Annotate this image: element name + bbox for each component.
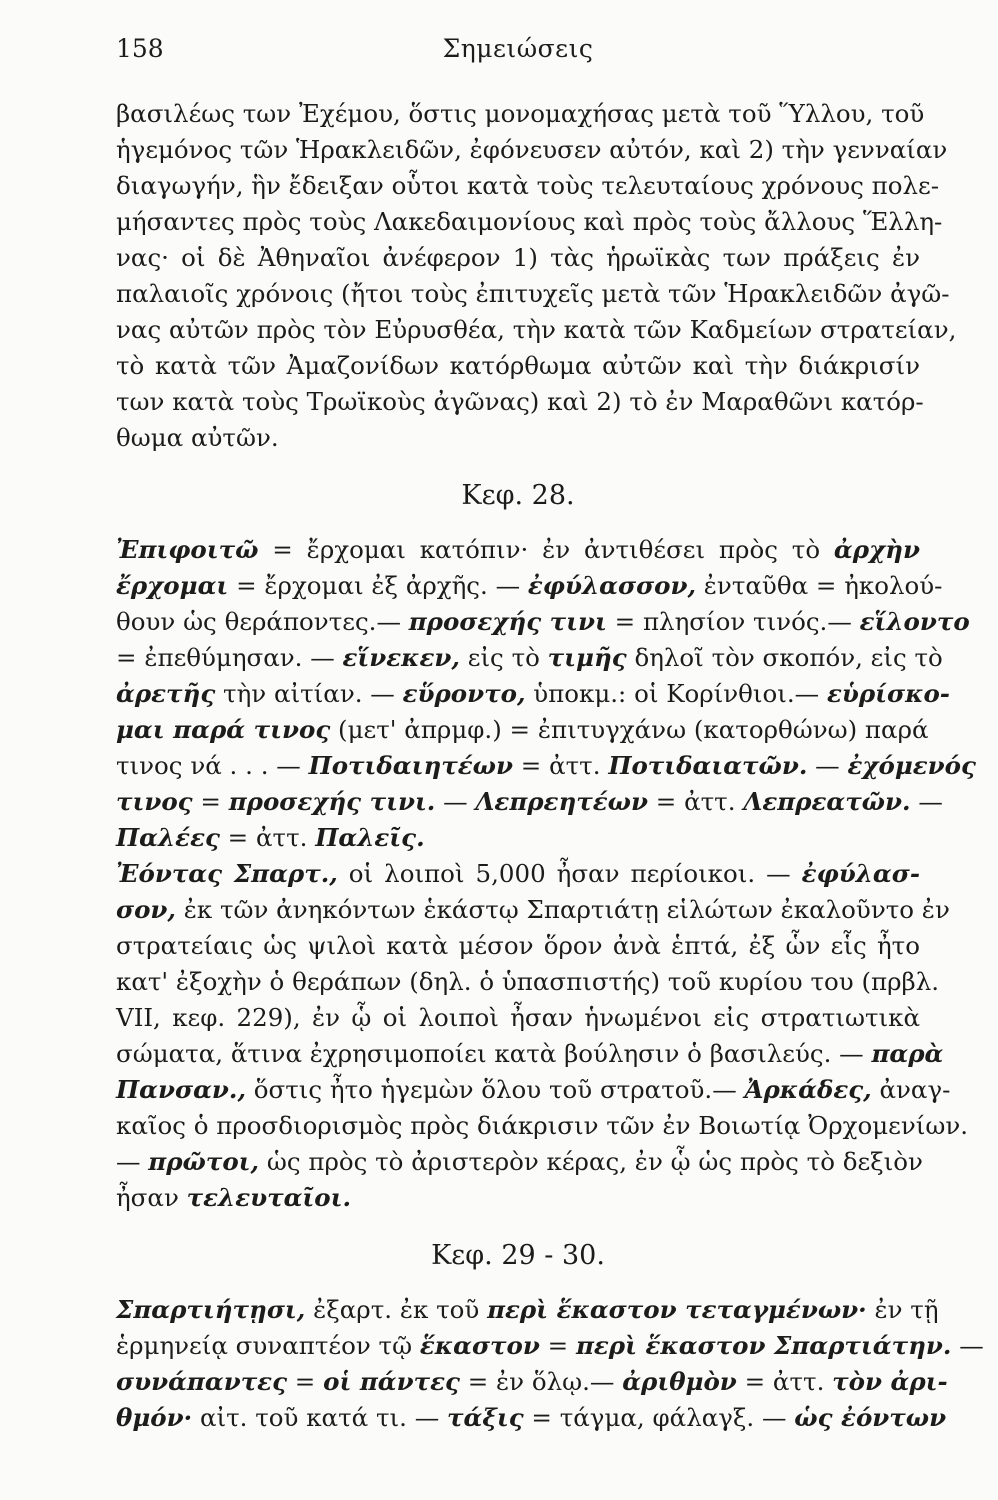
- text-line: [116, 384, 924, 420]
- paragraph-notes-29-30: [116, 1292, 984, 1436]
- text-run: —: [116, 1147, 149, 1176]
- lemma-bold: Ἐπιφοιτῶ: [116, 535, 259, 564]
- text-run: =: [287, 1367, 324, 1396]
- lemma-bold: Πανσαν.,: [116, 1075, 246, 1104]
- text-line: [116, 820, 920, 856]
- text-line: [116, 204, 943, 240]
- paragraph-notes-28b: [116, 856, 968, 1216]
- text-line: [116, 132, 948, 168]
- text-run: νας· οἱ δὲ Ἀθηναῖοι ἀνέφερον 1) τὰς ἡρωϊκὰς των πράξεις ἐν: [116, 243, 920, 272]
- running-title: Σημειώσεις: [442, 34, 594, 63]
- lemma-bold: ἀρχὴν: [833, 535, 920, 564]
- lemma-bold: Ἐόντας Σπαρτ.,: [116, 859, 338, 888]
- lemma-bold: εὑρίσκο-: [826, 679, 950, 708]
- text-line: [116, 276, 950, 312]
- lemma-bold: Ποτιδαιητέων: [308, 751, 513, 780]
- text-line: [116, 604, 970, 640]
- lemma-bold: τινος: [116, 787, 193, 816]
- text-line: [116, 784, 943, 820]
- lemma-bold: Σπαρτιήτῃσι,: [116, 1295, 306, 1324]
- text-run: στρατείαις ὡς ψιλοὶ κατὰ μέσον ὅρον ἀνὰ ἑπτά, ἐξ ὧν εἷς ἦτο: [116, 931, 920, 960]
- text-line: [116, 1364, 948, 1400]
- text-run: = ἐπεθύμησαν. —: [116, 643, 343, 672]
- text-run: βασιλέως των Ἐχέμου, ὅστις μονομαχήσας μετὰ τοῦ Ὕλλου, τοῦ: [116, 99, 925, 128]
- text-line: [116, 312, 957, 348]
- lemma-bold: σον,: [116, 895, 176, 924]
- text-run: θωμα αὐτῶν.: [116, 423, 279, 452]
- lemma-bold: πρῶτοι,: [148, 1147, 260, 1176]
- text-run: αἰτ. τοῦ κατά τι. —: [192, 1403, 447, 1432]
- text-run: εἰς τὸ: [459, 643, 548, 672]
- lemma-bold: περὶ ἕκαστον τεταγμένων·: [487, 1295, 867, 1324]
- text-run: σώματα, ἅτινα ἐχρησιμοποίει κατὰ βούλησιν ὁ βασιλεύς. —: [116, 1039, 872, 1068]
- text-line: [116, 676, 950, 712]
- text-run: ἦσαν: [116, 1183, 187, 1212]
- text-run: ὑποκμ.: οἱ Κορίνθιοι.—: [525, 679, 827, 708]
- text-run: οἱ λοιποὶ 5,000 ἦσαν περίοικοι. —: [337, 859, 802, 888]
- text-run: (μετ' ἀπρμφ.) = ἐπιτυγχάνω (κατορθώνω) παρά: [330, 715, 929, 744]
- text-line: [116, 532, 920, 568]
- lemma-bold: εἵλοντο: [859, 607, 970, 636]
- page-number: 158: [116, 34, 164, 63]
- text-run: ἐξαρτ. ἐκ τοῦ: [305, 1295, 488, 1324]
- lemma-bold: παρὰ: [871, 1039, 944, 1068]
- text-run: ἀναγ-: [871, 1075, 951, 1104]
- text-run: ὅστις ἦτο ἡγεμὼν ὅλου τοῦ στρατοῦ.—: [245, 1075, 745, 1104]
- lemma-bold: ὡς ἐόντων: [794, 1403, 947, 1432]
- lemma-bold: ἐχόμενός: [847, 751, 976, 780]
- lemma-bold: ἀριθμὸν: [622, 1367, 737, 1396]
- text-run: = τάγμα, φάλαγξ. —: [523, 1403, 795, 1432]
- text-run: —: [435, 787, 476, 816]
- text-run: = πλησίον τινός.—: [606, 607, 860, 636]
- page-header: [116, 34, 920, 74]
- lemma-bold: εἵνεκεν,: [342, 643, 460, 672]
- text-run: = ἀττ.: [219, 823, 316, 852]
- text-run: = ἀττ.: [647, 787, 744, 816]
- lemma-bold: εὕροντο,: [402, 679, 526, 708]
- lemma-bold: συνάπαντες: [116, 1367, 287, 1396]
- lemma-bold: προσεχής τινι.: [228, 787, 436, 816]
- text-run: —: [910, 787, 943, 816]
- text-line: [116, 240, 920, 276]
- text-run: ἐνταῦθα = ἠκολού-: [696, 571, 943, 600]
- text-line: [116, 712, 929, 748]
- text-run: ἡγεμόνος τῶν Ἡρακλειδῶν, ἐφόνευσεν αὐτόν, καὶ 2) τὴν γενναίαν: [116, 135, 948, 164]
- text-line: [116, 168, 939, 204]
- text-run: = ἐν ὅλῳ.—: [459, 1367, 623, 1396]
- paragraph-continuation: [116, 96, 957, 456]
- page-body: [116, 96, 984, 1436]
- text-line: [116, 856, 920, 892]
- text-run: δηλοῖ τὸν σκοπόν, εἰς τὸ: [626, 643, 943, 672]
- text-line: [116, 1072, 951, 1108]
- text-line: [116, 1292, 939, 1328]
- lemma-bold: τάξις: [446, 1403, 524, 1432]
- text-run: καῖος ὁ προσδιορισμὸς πρὸς διάκρισιν τῶν ἐν Βοιωτίᾳ Ὀρχομενίων.: [116, 1111, 968, 1140]
- text-line: [116, 748, 976, 784]
- text-run: κατ' ἐξοχὴν ὁ θεράπων (δηλ. ὁ ὑπασπιστής) τοῦ κυρίου του (πρβλ.: [116, 967, 940, 996]
- text-line: [116, 420, 920, 456]
- text-line: [116, 1108, 968, 1144]
- text-run: τινος νά . . . —: [116, 751, 309, 780]
- lemma-bold: τιμῆς: [547, 643, 627, 672]
- lemma-bold: τὸν ἀρι-: [832, 1367, 948, 1396]
- text-run: ἐκ τῶν ἀνηκόντων ἑκάστῳ Σπαρτιάτῃ εἱλώτων ἐκαλοῦντο ἐν: [175, 895, 950, 924]
- lemma-bold: Παλεῖς.: [315, 823, 425, 852]
- text-line: [116, 1180, 920, 1216]
- text-line: [116, 1036, 944, 1072]
- lemma-bold: ἔρχομαι: [116, 571, 229, 600]
- text-line: [116, 892, 950, 928]
- lemma-bold: οἱ πάντες: [323, 1367, 460, 1396]
- text-line: [116, 964, 940, 1000]
- lemma-bold: Λεπρεητέων: [475, 787, 648, 816]
- text-line: [116, 568, 943, 604]
- lemma-bold: μαι παρά τινος: [116, 715, 331, 744]
- chapter-heading-29-30: Κεφ. 29 - 30.: [431, 1240, 605, 1271]
- lemma-bold: Ἀρκάδες,: [744, 1075, 872, 1104]
- text-line: [116, 1000, 920, 1036]
- text-run: ἑρμηνείᾳ συναπτέον τῷ: [116, 1331, 420, 1360]
- text-run: = ἀττ.: [512, 751, 609, 780]
- text-run: ἐν τῇ: [866, 1295, 939, 1324]
- text-run: VII, κεφ. 229), ἐν ᾧ οἱ λοιποὶ ἦσαν ἡνωμένοι εἰς στρατιωτικὰ: [116, 1003, 920, 1032]
- text-run: = ἔρχομαι κατόπιν· ἐν ἀντιθέσει πρὸς τὸ: [258, 535, 834, 564]
- lemma-bold: τελευταῖοι.: [186, 1183, 352, 1212]
- text-run: νας αὐτῶν πρὸς τὸν Εὐρυσθέα, τὴν κατὰ τῶν Καδμείων στρατείαν,: [116, 315, 957, 344]
- lemma-bold: ἕκαστον: [419, 1331, 540, 1360]
- text-run: = ἀττ.: [736, 1367, 833, 1396]
- chapter-heading-28: Κεφ. 28.: [461, 480, 575, 511]
- lemma-bold: ἐφύλασ-: [801, 859, 920, 888]
- lemma-bold: ἀρετῆς: [116, 679, 216, 708]
- text-run: τὸ κατὰ τῶν Ἀμαζονίδων κατόρθωμα αὐτῶν καὶ τὴν διάκρισίν: [116, 351, 920, 380]
- text-run: =: [539, 1331, 576, 1360]
- lemma-bold: Ποτιδαιατῶν.: [608, 751, 808, 780]
- text-run: διαγωγήν, ἣν ἔδειξαν οὗτοι κατὰ τοὺς τελευταίους χρόνους πολε-: [116, 171, 939, 200]
- paragraph-notes-28a: [116, 532, 976, 856]
- text-run: μήσαντες πρὸς τοὺς Λακεδαιμονίους καὶ πρὸς τοὺς ἄλλους Ἕλλη-: [116, 207, 943, 236]
- text-line: [116, 96, 925, 132]
- lemma-bold: περὶ ἕκαστον Σπαρτιάτην.: [575, 1331, 952, 1360]
- text-run: =: [192, 787, 229, 816]
- lemma-bold: Λεπρεατῶν.: [743, 787, 911, 816]
- text-run: παλαιοῖς χρόνοις (ἤτοι τοὺς ἐπιτυχεῖς μετὰ τῶν Ἡρακλειδῶν ἀγῶ-: [116, 279, 950, 308]
- text-line: [116, 928, 920, 964]
- lemma-bold: ἐφύλασσον,: [527, 571, 696, 600]
- text-run: ὡς πρὸς τὸ ἀριστερὸν κέρας, ἐν ᾧ ὡς πρὸς τὸ δεξιὸν: [259, 1147, 923, 1176]
- text-run: —: [951, 1331, 984, 1360]
- text-line: [116, 1400, 947, 1436]
- text-run: = ἔρχομαι ἐξ ἀρχῆς. —: [228, 571, 528, 600]
- text-run: τὴν αἰτίαν. —: [215, 679, 403, 708]
- lemma-bold: Παλέες: [116, 823, 220, 852]
- text-line: [116, 348, 920, 384]
- text-line: [116, 1328, 984, 1364]
- text-run: θουν ὡς θεράποντες.—: [116, 607, 409, 636]
- text-run: των κατὰ τοὺς Τρωϊκοὺς ἀγῶνας) καὶ 2) τὸ ἐν Μαραθῶνι κατόρ-: [116, 387, 924, 416]
- lemma-bold: προσεχής τινι: [408, 607, 607, 636]
- lemma-bold: θμόν·: [116, 1403, 193, 1432]
- text-line: [116, 1144, 923, 1180]
- text-run: —: [807, 751, 848, 780]
- text-line: [116, 640, 943, 676]
